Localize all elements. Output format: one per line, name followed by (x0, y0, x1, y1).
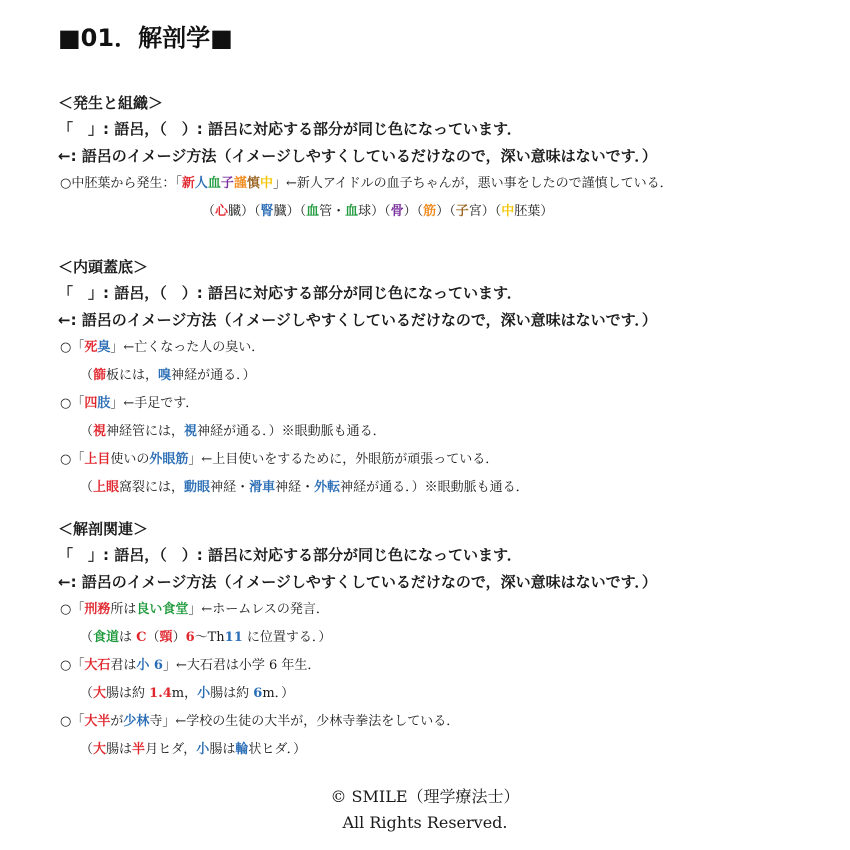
text-segment: 死 (84, 340, 98, 355)
text-segment: 心 (215, 204, 229, 219)
mnemonic-item (58, 596, 838, 624)
text-segment: 宮）（ (468, 204, 502, 219)
text-segment: 球）（ (358, 204, 391, 219)
text-segment: 管・ (319, 204, 346, 219)
text-segment: ～Th (194, 630, 225, 645)
mnemonic-item (58, 170, 838, 198)
text-segment: が (110, 714, 124, 729)
text-segment: （ (80, 368, 94, 383)
text-segment: 大 (93, 686, 107, 701)
text-segment: 中 (259, 176, 273, 191)
text-segment: 」←新人アイドルの血子ちゃんが，悪い事をしたので謹慎している． (272, 176, 673, 191)
mnemonic-explanation (58, 474, 838, 502)
text-segment: 視 (184, 424, 198, 439)
text-segment: 血 (345, 204, 359, 219)
text-segment: 胚葉） (514, 204, 554, 219)
text-segment: 中 (501, 204, 515, 219)
text-segment: 大半 (84, 714, 111, 729)
text-segment: 神経・ (210, 480, 250, 495)
text-segment: 」←亡くなった人の臭い． (110, 340, 265, 355)
text-segment: 寺」←学校の生徒の大半が，少林寺拳法をしている． (149, 714, 460, 729)
text-segment: 食道 (93, 630, 120, 645)
text-segment: 血 (207, 176, 221, 191)
text-segment: 腸は約 (210, 686, 254, 701)
text-segment: 神経・ (275, 480, 315, 495)
legend-arrow-note: ←: 語呂のイメージ方法（イメージしやすくしているだけなので，深い意味はないです．） (58, 573, 657, 591)
text-segment: 神経が通る．）※眼動脈も通る． (197, 424, 386, 439)
legend-bracket-note: 「 」: 語呂，（ ）: 語呂に対応する部分が同じ色になっています． (58, 284, 522, 302)
text-segment: 腸は (209, 742, 236, 757)
text-segment: ○「 (60, 602, 85, 617)
section-heading: ＜内頭蓋底＞ (58, 258, 149, 276)
text-segment: 四 (84, 396, 98, 411)
text-segment: 板には， (106, 368, 159, 383)
text-segment: 臓）（ (273, 204, 307, 219)
text-segment: ○「 (60, 658, 85, 673)
text-segment: 状ヒダ．） (248, 742, 307, 757)
text-segment: ○「 (60, 396, 85, 411)
text-segment: 君は (110, 658, 137, 673)
text-segment: （ (80, 424, 94, 439)
text-segment: （ (80, 742, 94, 757)
text-segment: （ (80, 686, 94, 701)
text-segment: 刑務 (84, 602, 111, 617)
legend-bracket-note: 「 」: 語呂，（ ）: 語呂に対応する部分が同じ色になっています． (58, 120, 522, 138)
text-segment: 臭 (97, 340, 111, 355)
mnemonic-explanation (58, 418, 838, 446)
text-segment: 外眼筋 (149, 452, 189, 467)
mnemonic-explanation (58, 362, 838, 390)
legend-bracket-note: 「 」: 語呂，（ ）: 語呂に対応する部分が同じ色になっています． (58, 546, 522, 564)
text-segment: C (136, 630, 147, 645)
text-segment: 小 (196, 742, 210, 757)
mnemonic-item (58, 390, 838, 418)
text-segment: ○「 (60, 714, 85, 729)
text-segment: 子 (220, 176, 234, 191)
text-segment: （ (80, 630, 94, 645)
text-segment: 謹 (233, 176, 247, 191)
text-segment: 腸は約 (106, 686, 150, 701)
text-segment: 上目 (84, 452, 111, 467)
text-segment: 少林 (123, 714, 150, 729)
text-segment: 動眼 (184, 480, 211, 495)
text-segment: 使いの (110, 452, 150, 467)
text-segment: ） (172, 630, 186, 645)
page-title: ■01．解剖学■ (58, 24, 233, 52)
text-segment: 」←ホームレスの発言． (188, 602, 329, 617)
text-segment: 大石 (84, 658, 111, 673)
section-heading: ＜解剖関連＞ (58, 520, 149, 538)
text-segment: 慎 (246, 176, 260, 191)
text-segment: 小 6 (136, 658, 163, 673)
text-segment: m， (171, 686, 198, 701)
text-segment: 子 (455, 204, 469, 219)
text-segment: m．） (262, 686, 295, 701)
section-anatomy (58, 516, 838, 764)
mnemonic-item (58, 708, 838, 736)
text-segment: 腎 (260, 204, 274, 219)
text-segment: 神経が通る．）※眼動脈も通る． (340, 480, 529, 495)
text-segment: 輪 (235, 742, 249, 757)
mnemonic-item (58, 652, 838, 680)
text-segment: 肢 (97, 396, 111, 411)
text-segment: 篩 (93, 368, 107, 383)
text-segment: 筋 (423, 204, 437, 219)
text-segment: 人 (194, 176, 208, 191)
text-segment: 骨 (390, 204, 404, 219)
legend-arrow-note: ←: 語呂のイメージ方法（イメージしやすくしているだけなので，深い意味はないです．） (58, 147, 657, 165)
text-segment: 6 (253, 686, 263, 701)
text-segment: ）（ (403, 204, 424, 219)
text-segment: 1.4 (149, 686, 172, 701)
text-segment: ○中胚葉から発生：「 (60, 176, 182, 191)
text-segment: 新 (181, 176, 195, 191)
text-segment: 血 (306, 204, 320, 219)
text-segment: 窩裂には， (119, 480, 185, 495)
section-heading: ＜発生と組織＞ (58, 94, 164, 112)
mnemonic-explanation (58, 624, 838, 652)
text-segment: 神経管には， (106, 424, 185, 439)
text-segment: 大 (93, 742, 107, 757)
text-segment: 神経が通る．） (171, 368, 256, 383)
text-segment: 頸 (159, 630, 173, 645)
mnemonic-item (58, 446, 838, 474)
mnemonic-explanation (58, 736, 838, 764)
text-segment: 所は (110, 602, 137, 617)
text-segment: 良い食堂 (136, 602, 189, 617)
text-segment: 半 (132, 742, 146, 757)
section-cranial-base (58, 254, 838, 502)
text-segment: 視 (93, 424, 107, 439)
legend-arrow-note: ←: 語呂のイメージ方法（イメージしやすくしているだけなので，深い意味はないです．） (58, 311, 657, 329)
text-segment: 外転 (314, 480, 341, 495)
text-segment: 月ヒダ， (145, 742, 197, 757)
text-segment: 」←大石君は小学 6 年生． (162, 658, 321, 673)
footer-copyright: © SMILE（理学療法士） (330, 787, 520, 806)
text-segment: 臓）（ (228, 204, 261, 219)
footer (0, 784, 850, 836)
text-segment: 」←手足です． (110, 396, 199, 411)
text-segment: に位置する．） (242, 630, 332, 645)
text-segment: 11 (224, 630, 243, 645)
text-segment: 上眼 (93, 480, 120, 495)
text-segment: ○「 (60, 340, 85, 355)
text-segment: （ (146, 630, 160, 645)
text-segment: 嗅 (158, 368, 172, 383)
text-segment: 」←上目使いをするために，外眼筋が頑張っている． (188, 452, 499, 467)
mnemonic-explanation (58, 198, 838, 226)
text-segment: 6 (185, 630, 195, 645)
text-segment: 腸は (106, 742, 133, 757)
text-segment: ）（ (436, 204, 456, 219)
mnemonic-item (58, 334, 838, 362)
text-segment: （ (202, 204, 216, 219)
mnemonic-explanation (58, 680, 838, 708)
text-segment: は (119, 630, 137, 645)
section-development (58, 90, 838, 226)
text-segment: 小 (197, 686, 211, 701)
text-segment: 滑車 (249, 480, 276, 495)
footer-rights: All Rights Reserved. (342, 813, 508, 832)
text-segment: （ (80, 480, 94, 495)
text-segment: ○「 (60, 452, 85, 467)
